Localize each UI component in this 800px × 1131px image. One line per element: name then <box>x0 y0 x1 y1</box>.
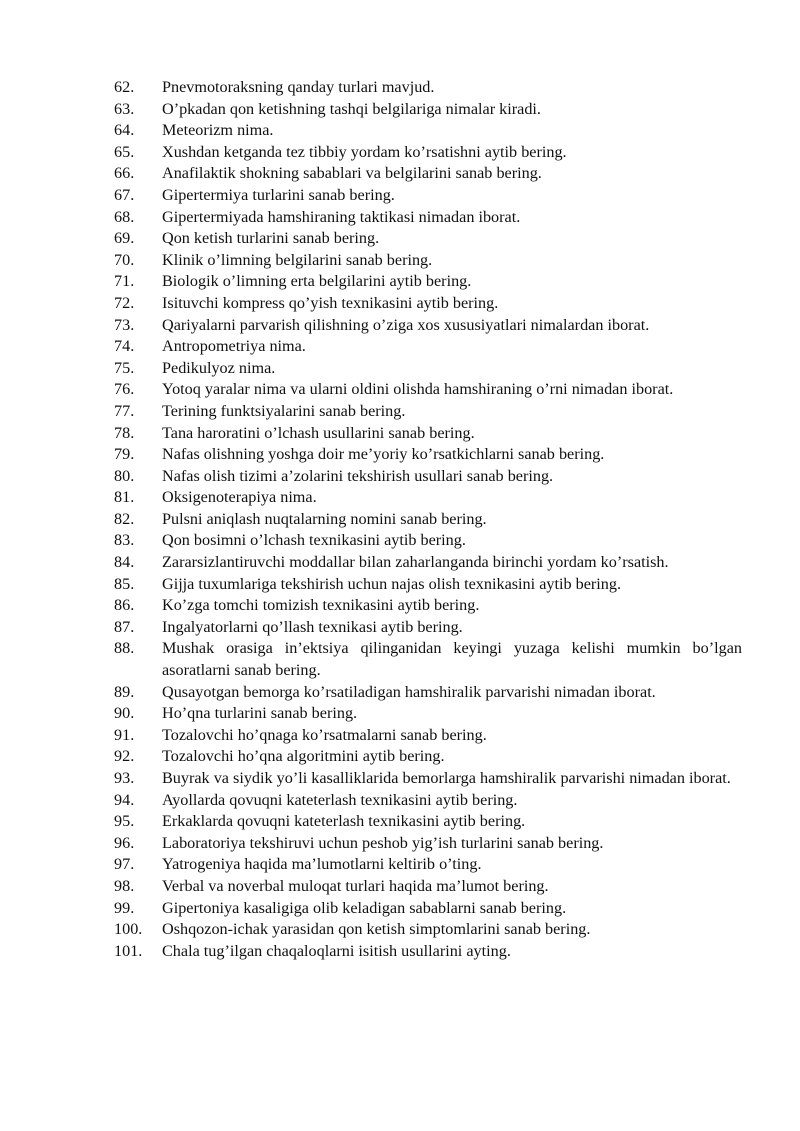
question-text: Tozalovchi ho’qna algoritmini aytib bering. <box>162 747 445 766</box>
question-text: Pulsni aniqlash nuqtalarning nomini sanab bering. <box>162 509 487 528</box>
question-text: Oksigenoterapiya nima. <box>162 488 317 507</box>
question-number: 69. <box>114 229 135 248</box>
question-text: Oshqozon-ichak yarasidan qon ketish simptomlarini sanab bering. <box>162 920 591 939</box>
question-text: Tozalovchi ho’qnaga ko’rsatmalarni sanab bering. <box>162 725 487 744</box>
question-number: 79. <box>114 445 135 464</box>
question-number: 97. <box>114 855 135 874</box>
question-number: 84. <box>114 553 135 572</box>
question-text: Qariyalarni parvarish qilishning o’ziga xos xususiyatlari nimalardan iborat. <box>162 315 650 334</box>
question-text: Buyrak va siydik yo’li kasalliklarida bemorlarga hamshiralik parvarishi nimadan iborat. <box>162 769 731 787</box>
question-text: Biologik o’limning erta belgilarini aytib bering. <box>162 272 472 291</box>
list-item <box>114 703 742 725</box>
list-item <box>114 293 742 315</box>
question-text: Yotoq yaralar nima va ularni oldini olishda hamshiraning o’rni nimadan iborat. <box>162 380 674 399</box>
list-item <box>114 833 742 855</box>
list-item <box>114 725 742 747</box>
question-number: 82. <box>114 509 135 528</box>
list-item <box>114 77 742 99</box>
question-number: 98. <box>114 876 135 895</box>
list-item <box>114 768 742 790</box>
question-text: Qusayotgan bemorga ko’rsatiladigan hamshiralik parvarishi nimadan iborat. <box>162 682 656 701</box>
list-item <box>114 423 742 445</box>
question-number: 89. <box>114 682 135 701</box>
question-number: 63. <box>114 99 135 118</box>
question-text: Ko’zga tomchi tomizish texnikasini aytib bering. <box>162 596 480 615</box>
list-item <box>114 466 742 488</box>
list-item <box>114 379 742 401</box>
question-number: 94. <box>114 790 135 809</box>
question-number: 88. <box>114 639 135 658</box>
list-item <box>114 358 742 380</box>
question-text: Erkaklarda qovuqni kateterlash texnikasini aytib bering. <box>162 812 526 831</box>
list-item <box>114 790 742 812</box>
question-number: 71. <box>114 272 135 291</box>
question-text: Qon ketish turlarini sanab bering. <box>162 229 380 248</box>
question-number: 67. <box>114 185 135 204</box>
question-number: 96. <box>114 833 135 852</box>
list-item <box>114 509 742 531</box>
list-item <box>114 617 742 639</box>
list-item <box>114 120 742 142</box>
list-item <box>114 444 742 466</box>
list-item <box>114 250 742 272</box>
list-item <box>114 401 742 423</box>
question-number: 64. <box>114 121 135 140</box>
question-number: 86. <box>114 596 135 615</box>
question-text: Antropometriya nima. <box>162 337 306 356</box>
list-item <box>114 163 742 185</box>
question-number: 75. <box>114 358 135 377</box>
question-number: 90. <box>114 704 135 723</box>
list-item <box>114 185 742 207</box>
question-text: Gipertoniya kasaligiga olib keladigan sabablarni sanab bering. <box>162 898 567 917</box>
question-text: Zararsizlantiruvchi moddallar bilan zaharlanganda birinchi yordam ko’rsatish. <box>162 553 669 572</box>
question-number: 80. <box>114 466 135 485</box>
question-text: Anafilaktik shokning sabablari va belgilarini sanab bering. <box>162 164 542 183</box>
question-text: Klinik o’limning belgilarini sanab bering. <box>162 250 433 269</box>
list-item <box>114 682 742 704</box>
list-item <box>114 919 742 941</box>
question-text: Chala tug’ilgan chaqaloqlarni isitish usullarini ayting. <box>162 941 511 960</box>
list-item <box>114 99 742 121</box>
question-text: Ho’qna turlarini sanab bering. <box>162 704 358 723</box>
question-number: 74. <box>114 337 135 356</box>
question-text: Xushdan ketganda tez tibbiy yordam ko’rsatishni aytib bering. <box>162 142 567 161</box>
question-text: Ingalyatorlarni qo’llash texnikasi aytib bering. <box>162 617 463 636</box>
question-number: 87. <box>114 617 135 636</box>
question-number: 93. <box>114 769 135 787</box>
question-number: 76. <box>114 380 135 399</box>
list-item <box>114 487 742 509</box>
question-text: Verbal va noverbal muloqat turlari haqida ma’lumot bering. <box>162 876 549 895</box>
list-item <box>114 638 742 681</box>
list-item <box>114 574 742 596</box>
question-number: 99. <box>114 898 135 917</box>
question-text: Tana haroratini o’lchash usullarini sanab bering. <box>162 423 475 442</box>
question-text: Gipertermiya turlarini sanab bering. <box>162 185 395 204</box>
question-number: 83. <box>114 531 135 550</box>
list-item <box>114 854 742 876</box>
list-item <box>114 595 742 617</box>
question-text: Gijja tuxumlariga tekshirish uchun najas olish texnikasini aytib bering. <box>162 574 622 593</box>
question-number: 70. <box>114 250 135 269</box>
list-item <box>114 746 742 768</box>
question-number: 81. <box>114 488 135 507</box>
question-number: 101. <box>114 941 143 960</box>
list-item <box>114 228 742 250</box>
question-number: 85. <box>114 574 135 593</box>
question-number: 72. <box>114 293 135 312</box>
list-item <box>114 811 742 833</box>
list-item <box>114 552 742 574</box>
question-number: 62. <box>114 78 135 96</box>
question-text: Gipertermiyada hamshiraning taktikasi nimadan iborat. <box>162 207 521 226</box>
question-text: Isituvchi kompress qo’yish texnikasini aytib bering. <box>162 293 499 312</box>
list-item <box>114 315 742 337</box>
question-number: 91. <box>114 725 135 744</box>
question-text: Yatrogeniya haqida ma’lumotlarni keltirib o’ting. <box>162 855 482 874</box>
question-number: 65. <box>114 142 135 161</box>
list-item <box>114 898 742 920</box>
question-text: Nafas olish tizimi a’zolarini tekshirish usullari sanab bering. <box>162 466 554 485</box>
question-text: Nafas olishning yoshga doir me’yoriy ko’rsatkichlarni sanab bering. <box>162 445 605 464</box>
question-text: Laboratoriya tekshiruvi uchun peshob yig’ish turlarini sanab bering. <box>162 833 604 852</box>
question-text: O’pkadan qon ketishning tashqi belgilariga nimalar kiradi. <box>162 99 541 118</box>
question-text: Pedikulyoz nima. <box>162 358 276 377</box>
question-text: Terining funktsiyalarini sanab bering. <box>162 401 406 420</box>
list-item <box>114 941 742 963</box>
question-number: 73. <box>114 315 135 334</box>
list-item <box>114 207 742 229</box>
list-item <box>114 271 742 293</box>
question-number: 66. <box>114 164 135 183</box>
question-text: Ayollarda qovuqni kateterlash texnikasini aytib bering. <box>162 790 518 809</box>
question-text: Qon bosimni o’lchash texnikasini aytib bering. <box>162 531 466 550</box>
question-number: 92. <box>114 747 135 766</box>
list-item <box>114 142 742 164</box>
list-item <box>114 876 742 898</box>
question-number: 77. <box>114 401 135 420</box>
question-text: Meteorizm nima. <box>162 121 274 140</box>
question-number: 78. <box>114 423 135 442</box>
question-list <box>114 77 742 962</box>
question-number: 95. <box>114 812 135 831</box>
question-number: 100. <box>114 920 143 939</box>
list-item <box>114 336 742 358</box>
question-text: Pnevmotoraksning qanday turlari mavjud. <box>162 78 435 96</box>
question-text: Mushak orasiga in’ektsiya qilinganidan keyingi yuzaga kelishi mumkin bo’lgan asoratlarni sanab bering. <box>162 639 742 680</box>
list-item <box>114 530 742 552</box>
question-number: 68. <box>114 207 135 226</box>
